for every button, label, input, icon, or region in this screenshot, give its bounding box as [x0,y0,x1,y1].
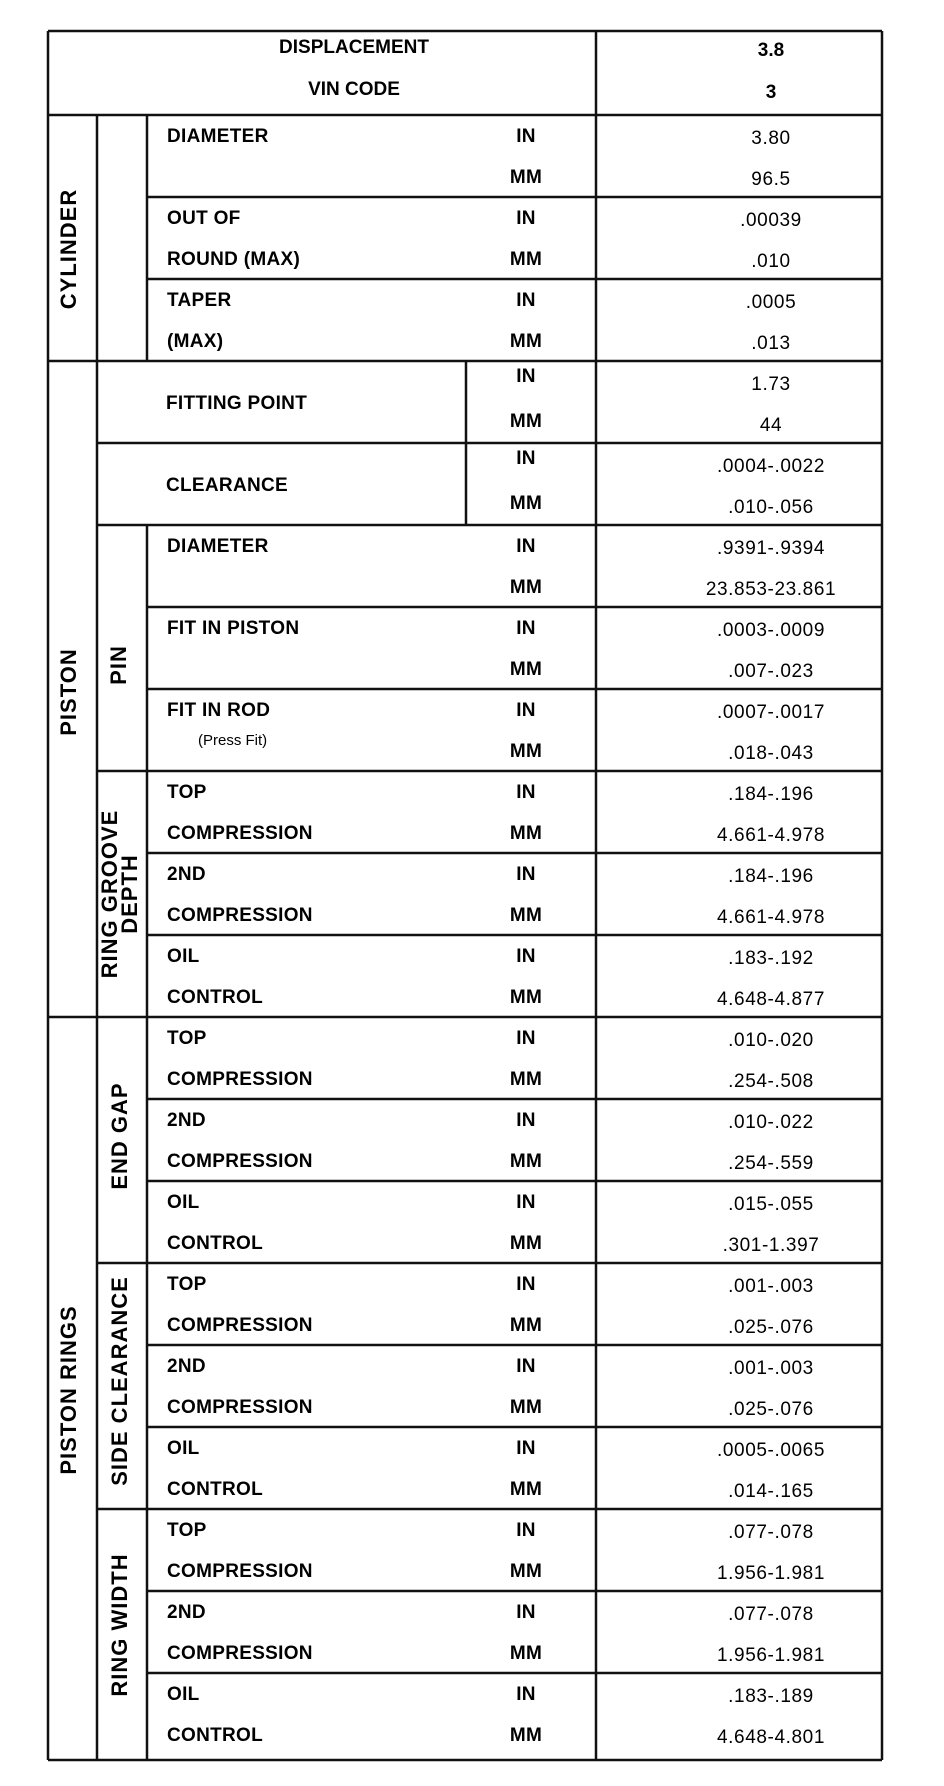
value-in: .001-.003 [728,1276,814,1297]
row-label: OIL [167,1192,200,1213]
group-cylinder: CYLINDER [56,188,81,310]
unit-in: IN [516,208,536,229]
unit-in: IN [516,1520,536,1541]
value-mm: .018-.043 [728,743,814,764]
row-label-2: COMPRESSION [167,1315,313,1336]
value-mm: .254-.559 [728,1153,814,1174]
unit-in: IN [516,1356,536,1377]
unit-mm: MM [509,1561,543,1582]
value-in: .077-.078 [728,1604,814,1625]
row-label: OIL [167,946,200,967]
unit-in: IN [516,618,536,639]
unit-mm: MM [509,987,543,1008]
value-mm: 96.5 [751,169,791,190]
value-in: .0005 [745,292,797,313]
row-label: TOP [167,1520,207,1541]
unit-in: IN [516,1028,536,1049]
row-label-2: (Press Fit) [198,732,268,749]
unit-mm: MM [509,1151,543,1172]
unit-mm: MM [509,249,543,270]
value-in: .00039 [740,210,802,231]
unit-in: IN [516,126,536,147]
unit-mm: MM [509,823,543,844]
row-label: TOP [167,1028,207,1049]
unit-mm: MM [509,411,543,432]
value-mm: .007-.023 [728,661,814,682]
displacement-label: DISPLACEMENT [279,37,429,58]
unit-in: IN [516,448,536,469]
unit-mm: MM [509,905,543,926]
unit-in: IN [516,1438,536,1459]
value-in: .0003-.0009 [716,620,826,641]
unit-in: IN [516,1110,536,1131]
value-mm: .010-.056 [728,497,814,518]
row-label: TOP [167,782,207,803]
value-mm: .025-.076 [728,1399,814,1420]
subgroup-side-clearance: SIDE CLEARANCE [107,1276,132,1486]
row-label-2: COMPRESSION [167,1643,313,1664]
row-label: FITTING POINT [166,393,308,414]
unit-mm: MM [509,1643,543,1664]
unit-mm: MM [509,659,543,680]
row-label: DIAMETER [167,536,269,557]
value-mm: 44 [759,415,783,436]
value-mm: .025-.076 [728,1317,814,1338]
unit-mm: MM [509,1233,543,1254]
subgroup-pin: PIN [106,645,131,685]
value-in: .077-.078 [728,1522,814,1543]
row-label: 2ND [167,864,206,885]
value-in: .9391-.9394 [716,538,826,559]
group-piston-rings: PISTON RINGS [56,1305,81,1475]
unit-mm: MM [509,1397,543,1418]
row-label: 2ND [167,1356,206,1377]
value-mm: 1.956-1.981 [716,1563,826,1584]
value-in: .0005-.0065 [716,1440,826,1461]
unit-in: IN [516,1274,536,1295]
row-label: 2ND [167,1602,206,1623]
value-in: .001-.003 [728,1358,814,1379]
unit-in: IN [516,946,536,967]
value-mm: 4.661-4.978 [716,825,826,846]
row-label-2: COMPRESSION [167,1397,313,1418]
unit-mm: MM [509,1725,543,1746]
unit-in: IN [516,700,536,721]
value-mm: .254-.508 [728,1071,814,1092]
row-label-2: CONTROL [167,1725,264,1746]
unit-in: IN [516,1192,536,1213]
row-label-2: CONTROL [167,987,264,1008]
unit-mm: MM [509,493,543,514]
row-label-2: CONTROL [167,1479,264,1500]
value-mm: 4.648-4.877 [716,989,826,1010]
row-label-2: ROUND (MAX) [167,249,301,270]
row-label: CLEARANCE [166,475,288,496]
value-mm: 4.661-4.978 [716,907,826,928]
unit-mm: MM [509,577,543,598]
row-label-2: COMPRESSION [167,1561,313,1582]
row-label: 2ND [167,1110,206,1131]
unit-mm: MM [509,1315,543,1336]
unit-in: IN [516,1684,536,1705]
unit-mm: MM [509,1069,543,1090]
value-in: .0004-.0022 [716,456,826,477]
spec-rows [166,126,836,1748]
subgroup-ring-width: RING WIDTH [107,1553,132,1697]
row-label-2: CONTROL [167,1233,264,1254]
value-in: .183-.192 [728,948,814,969]
value-in: .015-.055 [728,1194,814,1215]
value-mm: .010 [751,251,791,272]
unit-in: IN [516,536,536,557]
value-mm: 1.956-1.981 [716,1645,826,1666]
value-in: .183-.189 [728,1686,814,1707]
unit-mm: MM [509,741,543,762]
vin-code-label: VIN CODE [308,79,400,100]
subgroup-ring-groove-depth-2: DEPTH [117,854,142,934]
vin-code-value: 3 [765,82,777,103]
row-label-2: COMPRESSION [167,1069,313,1090]
displacement-value: 3.8 [757,40,785,61]
value-in: .010-.022 [728,1112,814,1133]
value-in: .010-.020 [728,1030,814,1051]
value-in: .184-.196 [728,866,814,887]
value-in: .0007-.0017 [716,702,826,723]
unit-in: IN [516,782,536,803]
group-piston: PISTON [56,648,81,736]
row-label-2: COMPRESSION [167,1151,313,1172]
subgroup-ring-groove-depth: RING GROOVE [97,809,122,979]
row-label-2: (MAX) [167,331,224,352]
value-mm: 4.648-4.801 [716,1727,826,1748]
row-label: OIL [167,1438,200,1459]
row-label: FIT IN PISTON [167,618,300,639]
value-in: .184-.196 [728,784,814,805]
row-label: TOP [167,1274,207,1295]
unit-mm: MM [509,1479,543,1500]
row-label-2: COMPRESSION [167,905,313,926]
row-label: OUT OF [167,208,241,229]
row-label-2: COMPRESSION [167,823,313,844]
unit-mm: MM [509,167,543,188]
value-mm: .301-1.397 [722,1235,820,1256]
value-mm: 23.853-23.861 [705,579,837,600]
row-label: DIAMETER [167,126,269,147]
unit-in: IN [516,864,536,885]
unit-in: IN [516,366,536,387]
value-mm: .013 [751,333,791,354]
row-label: FIT IN ROD [167,700,271,721]
row-label: OIL [167,1684,200,1705]
unit-in: IN [516,290,536,311]
subgroup-end-gap: END GAP [107,1082,132,1190]
value-in: 1.73 [751,374,791,395]
value-in: 3.80 [751,128,791,149]
unit-in: IN [516,1602,536,1623]
row-label: TAPER [167,290,232,311]
unit-mm: MM [509,331,543,352]
value-mm: .014-.165 [728,1481,814,1502]
